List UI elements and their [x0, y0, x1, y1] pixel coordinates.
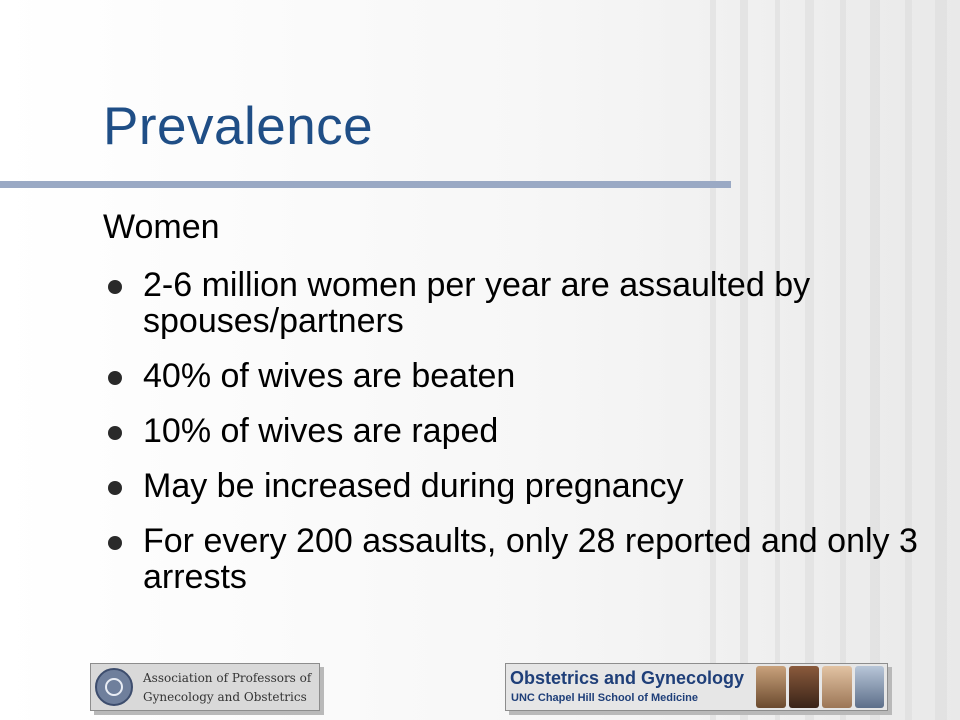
bullet-item — [103, 523, 943, 595]
unc-obgyn-logo — [505, 663, 888, 711]
bullet-item — [103, 468, 943, 504]
apgo-logo-line1: Association of Professors of — [143, 671, 312, 685]
bullet-icon — [108, 280, 122, 294]
bullet-text: 2-6 million women per year are assaulted by spouses/partners — [143, 266, 811, 340]
slide-title: Prevalence — [103, 97, 374, 156]
bullet-icon — [108, 426, 122, 440]
section-heading: Women — [103, 208, 220, 246]
bullet-icon — [108, 371, 122, 385]
apgo-logo — [90, 663, 320, 711]
unc-logo-title: Obstetrics and Gynecology — [510, 668, 745, 688]
apgo-logo-line2: Gynecology and Obstetrics — [143, 690, 307, 704]
photo-strip-image — [756, 666, 884, 708]
bullet-icon — [108, 481, 122, 495]
unc-logo-subtitle: UNC Chapel Hill School of Medicine — [511, 692, 699, 704]
bullet-text: 40% of wives are beaten — [143, 357, 516, 395]
bullet-text: May be increased during pregnancy — [143, 467, 684, 505]
bullet-text: 10% of wives are raped — [143, 412, 499, 450]
apgo-seal-icon — [95, 668, 133, 706]
bullet-text: For every 200 assaults, only 28 reported and only 3 arrests — [143, 522, 918, 596]
bullet-item — [103, 413, 943, 449]
bullet-list — [103, 267, 943, 595]
slide-content — [103, 207, 943, 614]
title-underline — [0, 181, 731, 188]
bullet-item — [103, 267, 943, 339]
bullet-icon — [108, 536, 122, 550]
bullet-item — [103, 358, 943, 394]
